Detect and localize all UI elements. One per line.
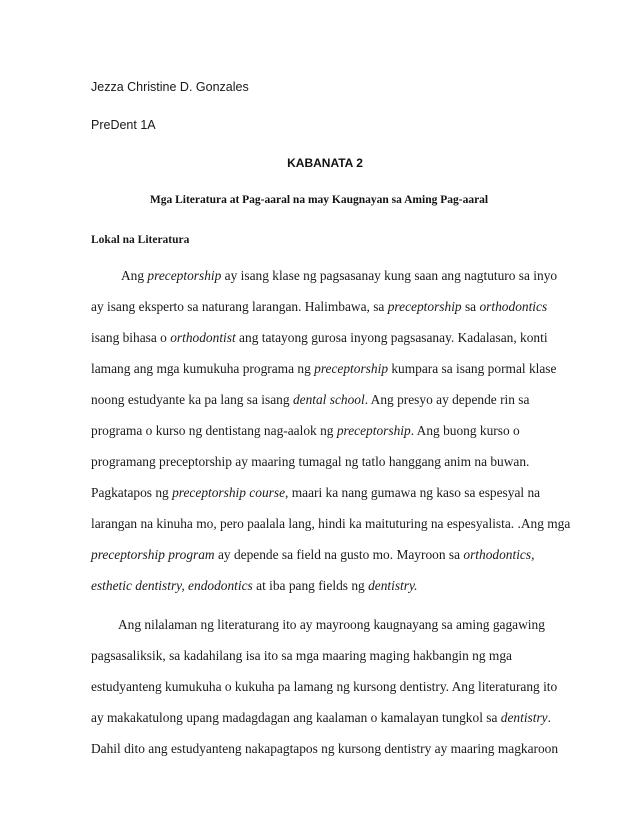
paragraph1-line1: Ang preceptorship ay isang klase ng pagsasanay kung saan ang nagtuturo sa inyo — [121, 268, 558, 283]
chapter-title: KABANATA 2 — [287, 156, 363, 170]
paragraph1-line4: lamang ang mga kumukuha programa ng preceptorship kumpara sa isang pormal klase — [91, 361, 557, 376]
section-heading: Lokal na Literatura — [91, 234, 190, 246]
author-name: Jezza Christine D. Gonzales — [91, 80, 249, 94]
paragraph1-line2: ay isang eksperto sa naturang larangan. Halimbawa, sa preceptorship sa orthodontics — [91, 299, 548, 314]
paragraph2-line5: Dahil dito ang estudyanteng nakapagtapos ng kursong dentistry ay maaring magkaroon — [91, 741, 559, 756]
paragraph2-line4: ay makakatulong upang madagdagan ang kaalaman o kamalayan tungkol sa dentistry. — [91, 710, 551, 725]
paragraph1-line10: preceptorship program ay depende sa field na gusto mo. Mayroon sa orthodontics, — [91, 547, 535, 562]
paragraph1-line11: esthetic dentistry, endodontics at iba pang fields ng dentistry. — [91, 578, 418, 593]
paragraph2-line1: Ang nilalaman ng literaturang ito ay mayroong kaugnayang sa aming gagawing — [118, 617, 545, 632]
paragraph1-line7: programang preceptorship ay maaring tumagal ng tatlo hanggang anim na buwan. — [91, 454, 530, 469]
paragraph2-line3: estudyanteng kumukuha o kukuha pa lamang ng kursong dentistry. Ang literaturang ito — [91, 679, 558, 694]
paragraph1-line6: programa o kurso ng dentistang nag-aalok ng preceptorship. Ang buong kurso o — [91, 423, 520, 438]
paragraph1-line8: Pagkatapos ng preceptorship course, maari ka nang gumawa ng kaso sa espesyal na — [91, 485, 541, 500]
paragraph2-line2: pagsasaliksik, sa kadahilang isa ito sa mga maaring maging hakbangin ng mga — [91, 648, 512, 663]
paragraph1-line3: isang bihasa o orthodontist ang tatayong gurosa inyong pagsasanay. Kadalasan, konti — [91, 330, 548, 345]
document-subtitle: Mga Literatura at Pag-aaral na may Kaugnayan sa Aming Pag-aaral — [149, 194, 489, 206]
paragraph1-line5: noong estudyante ka pa lang sa isang dental school. Ang presyo ay depende rin sa — [91, 392, 530, 407]
course-label: PreDent 1A — [91, 118, 156, 132]
paragraph1-line9: larangan na kinuha mo, pero paalala lang, hindi ka maituturing na espesyalista. .Ang mga — [91, 516, 571, 531]
